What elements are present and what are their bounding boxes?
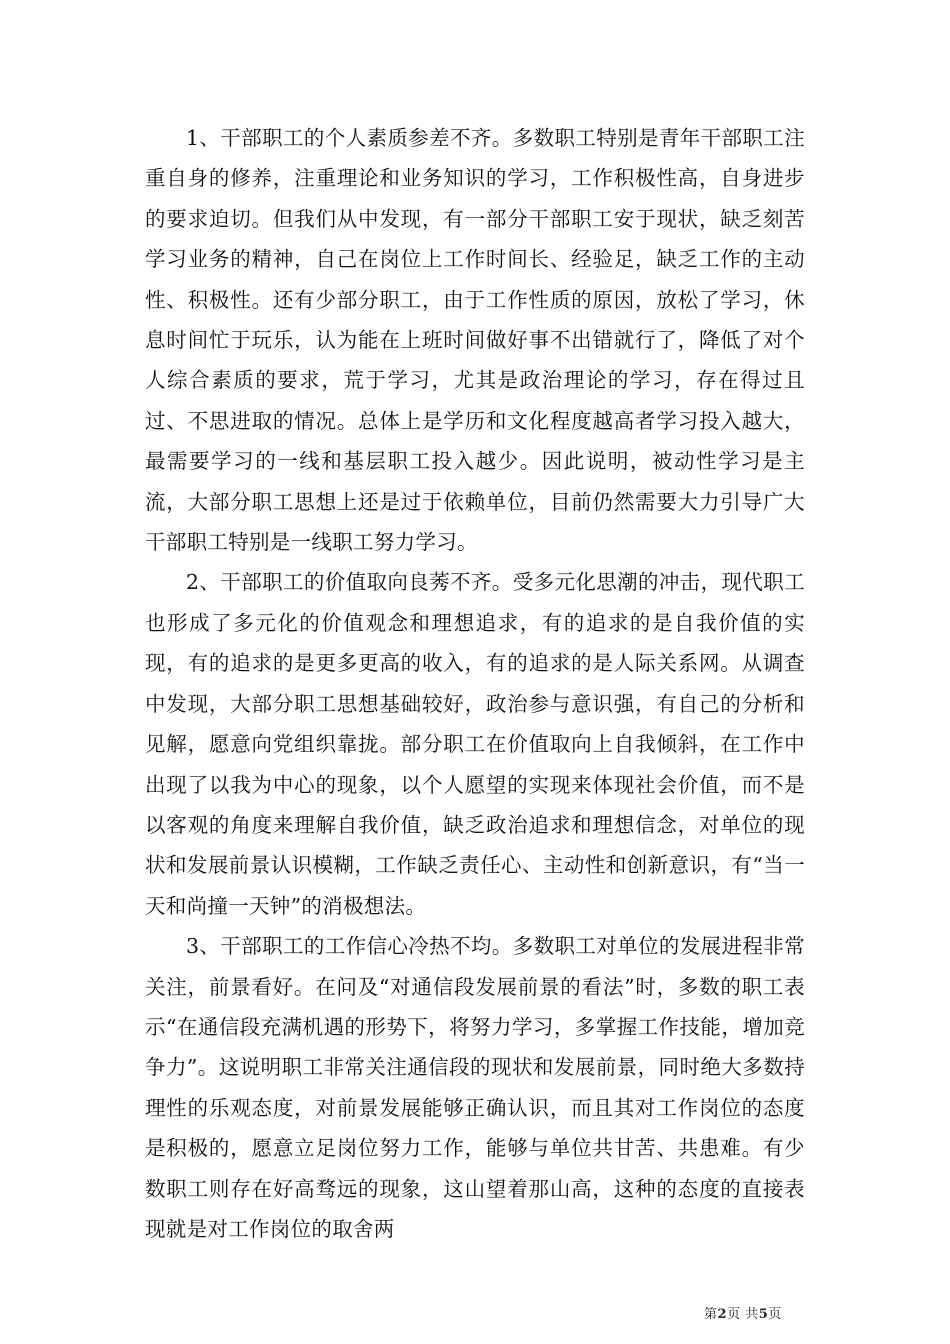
footer-prefix: 第 bbox=[704, 1307, 718, 1322]
paragraph-value-orientation: 2、干部职工的价值取向良莠不齐。受多元化思潮的冲击，现代职工也形成了多元化的价值观念和理想追求，有的追求的是自我价值的实现，有的追求的是更多更高的收入，有的追求的是人际关系网。从调查中发现，大部分职工思想基础较好，政治参与意识强，有自己的分析和见解，愿意向党组织靠拢。部分职工在价值取向上自我倾斜，在工作中出现了以我为中心的现象，以个人愿望的实现来体现社会价值，而不是以客观的角度来理解自我价值，缺乏政治追求和理想信念，对单位的现状和发展前景认识模糊，工作缺乏责任心、主动性和创新意识，有“当一天和尚撞一天钟”的消极想法。 bbox=[145, 570, 805, 918]
page-number-footer bbox=[704, 1303, 782, 1322]
footer-current-page: 2 bbox=[717, 1307, 728, 1322]
footer-suffix: 页 bbox=[768, 1307, 782, 1322]
paragraph-work-confidence: 3、干部职工的工作信心冷热不均。多数职工对单位的发展进程非常关注，前景看好。在问及“对通信段发展前景的看法”时，多数的职工表示“在通信段充满机遇的形势下，将努力学习，多掌握工作技能，增加竞争力”。这说明职工非常关注通信段的现状和发展前景，同时绝大多数持理性的乐观态度，对前景发展能够正确认识，而且其对工作岗位的态度是积极的，愿意立足岗位努力工作，能够与单位共甘苦、共患难。有少数职工则存在好高骛远的现象，这山望着那山高，这种的态度的直接表现就是对工作岗位的取舍两 bbox=[145, 934, 805, 1241]
paragraph-personal-quality: 1、干部职工的个人素质参差不齐。多数职工特别是青年干部职工注重自身的修养，注重理论和业务知识的学习，工作积极性高，自身进步的要求迫切。但我们从中发现，有一部分干部职工安于现状，缺乏刻苦学习业务的精神，自己在岗位上工作时间长、经验足，缺乏工作的主动性、积极性。还有少部分职工，由于工作性质的原因，放松了学习，休息时间忙于玩乐，认为能在上班时间做好事不出错就行了，降低了对个人综合素质的要求，荒于学习，尤其是政治理论的学习，存在得过且过、不思进取的情况。总体上是学历和文化程度越高者学习投入越大，最需要学习的一线和基层职工投入越少。因此说明，被动性学习是主流，大部分职工思想上还是过于依赖单位，目前仍然需要大力引导广大干部职工特别是一线职工努力学习。 bbox=[145, 126, 805, 555]
document-body bbox=[145, 118, 805, 1249]
footer-middle: 页 共 bbox=[727, 1307, 759, 1322]
footer-total-pages: 5 bbox=[758, 1307, 769, 1322]
